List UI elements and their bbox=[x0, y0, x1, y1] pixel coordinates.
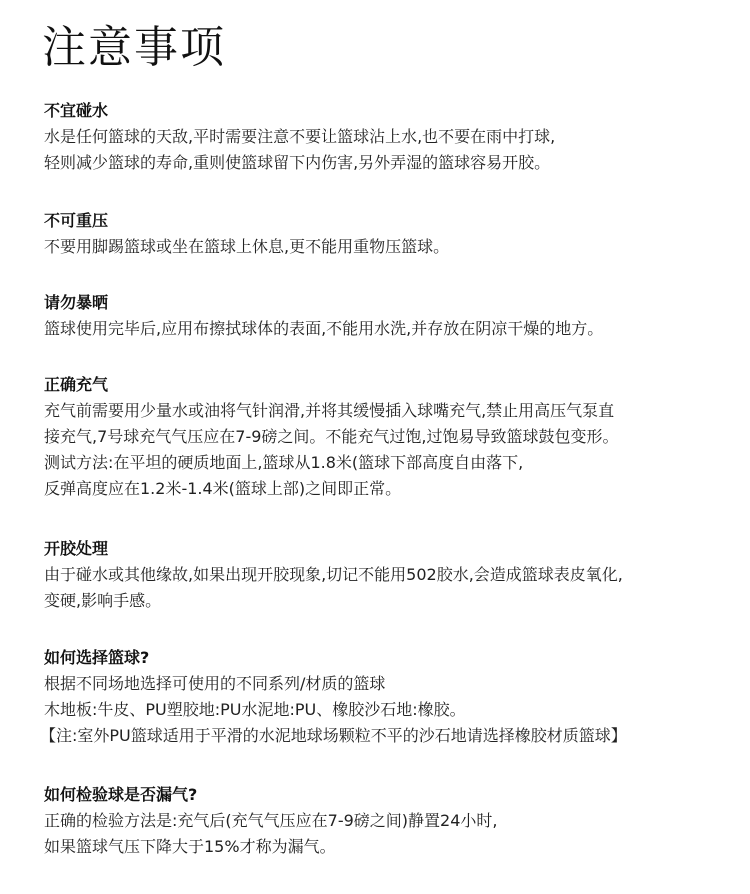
section-note: 【注:室外PU篮球适用于平滑的水泥地球场颗粒不平的沙石地请选择橡胶材质篮球】 bbox=[40, 726, 627, 745]
section-heading: 如何选择篮球? bbox=[44, 648, 150, 667]
section-heading: 不可重压 bbox=[44, 211, 109, 230]
section-heading: 请勿暴晒 bbox=[44, 293, 109, 312]
section-line: 测试方法:在平坦的硬质地面上,篮球从1.8米(篮球下部高度自由落下, bbox=[44, 453, 524, 472]
section-line: 充气前需要用少量水或油将气针润滑,并将其缓慢插入球嘴充气,禁止用高压气泵直 bbox=[44, 401, 615, 420]
section-choose-ball bbox=[40, 645, 734, 749]
page-title: 注意事项 bbox=[42, 22, 226, 73]
section-no-pressure bbox=[44, 208, 734, 260]
section-line: 水是任何篮球的天敌,平时需要注意不要让篮球沾上水,也不要在雨中打球, bbox=[44, 127, 556, 146]
section-line: 不要用脚踢篮球或坐在篮球上休息,更不能用重物压篮球。 bbox=[44, 237, 450, 256]
section-line: 接充气,7号球充气气压应在7-9磅之间。不能充气过饱,过饱易导致篮球鼓包变形。 bbox=[44, 427, 619, 446]
section-no-water bbox=[44, 98, 734, 176]
section-leak-check bbox=[44, 782, 734, 860]
section-heading: 开胶处理 bbox=[44, 539, 109, 558]
section-glue-repair bbox=[44, 536, 734, 614]
section-no-sun bbox=[44, 290, 734, 342]
section-heading: 正确充气 bbox=[44, 375, 109, 394]
section-line: 变硬,影响手感。 bbox=[44, 591, 162, 610]
section-line: 根据不同场地选择可使用的不同系列/材质的篮球 bbox=[44, 674, 386, 693]
section-line: 正确的检验方法是:充气后(充气气压应在7-9磅之间)静置24小时, bbox=[44, 811, 498, 830]
section-line: 篮球使用完毕后,应用布擦拭球体的表面,不能用水洗,并存放在阴凉干燥的地方。 bbox=[44, 319, 604, 338]
section-line: 轻则减少篮球的寿命,重则使篮球留下内伤害,另外弄湿的篮球容易开胶。 bbox=[44, 153, 551, 172]
section-heading: 不宜碰水 bbox=[44, 101, 109, 120]
section-line: 如果篮球气压下降大于15%才称为漏气。 bbox=[44, 837, 336, 856]
section-line: 反弹高度应在1.2米-1.4米(篮球上部)之间即正常。 bbox=[44, 479, 402, 498]
section-line: 由于碰水或其他缘故,如果出现开胶现象,切记不能用502胶水,会造成篮球表皮氧化, bbox=[44, 565, 623, 584]
section-line: 木地板:牛皮、PU塑胶地:PU水泥地:PU、橡胶沙石地:橡胶。 bbox=[44, 700, 466, 719]
section-inflation bbox=[44, 372, 734, 502]
section-heading: 如何检验球是否漏气? bbox=[44, 785, 198, 804]
